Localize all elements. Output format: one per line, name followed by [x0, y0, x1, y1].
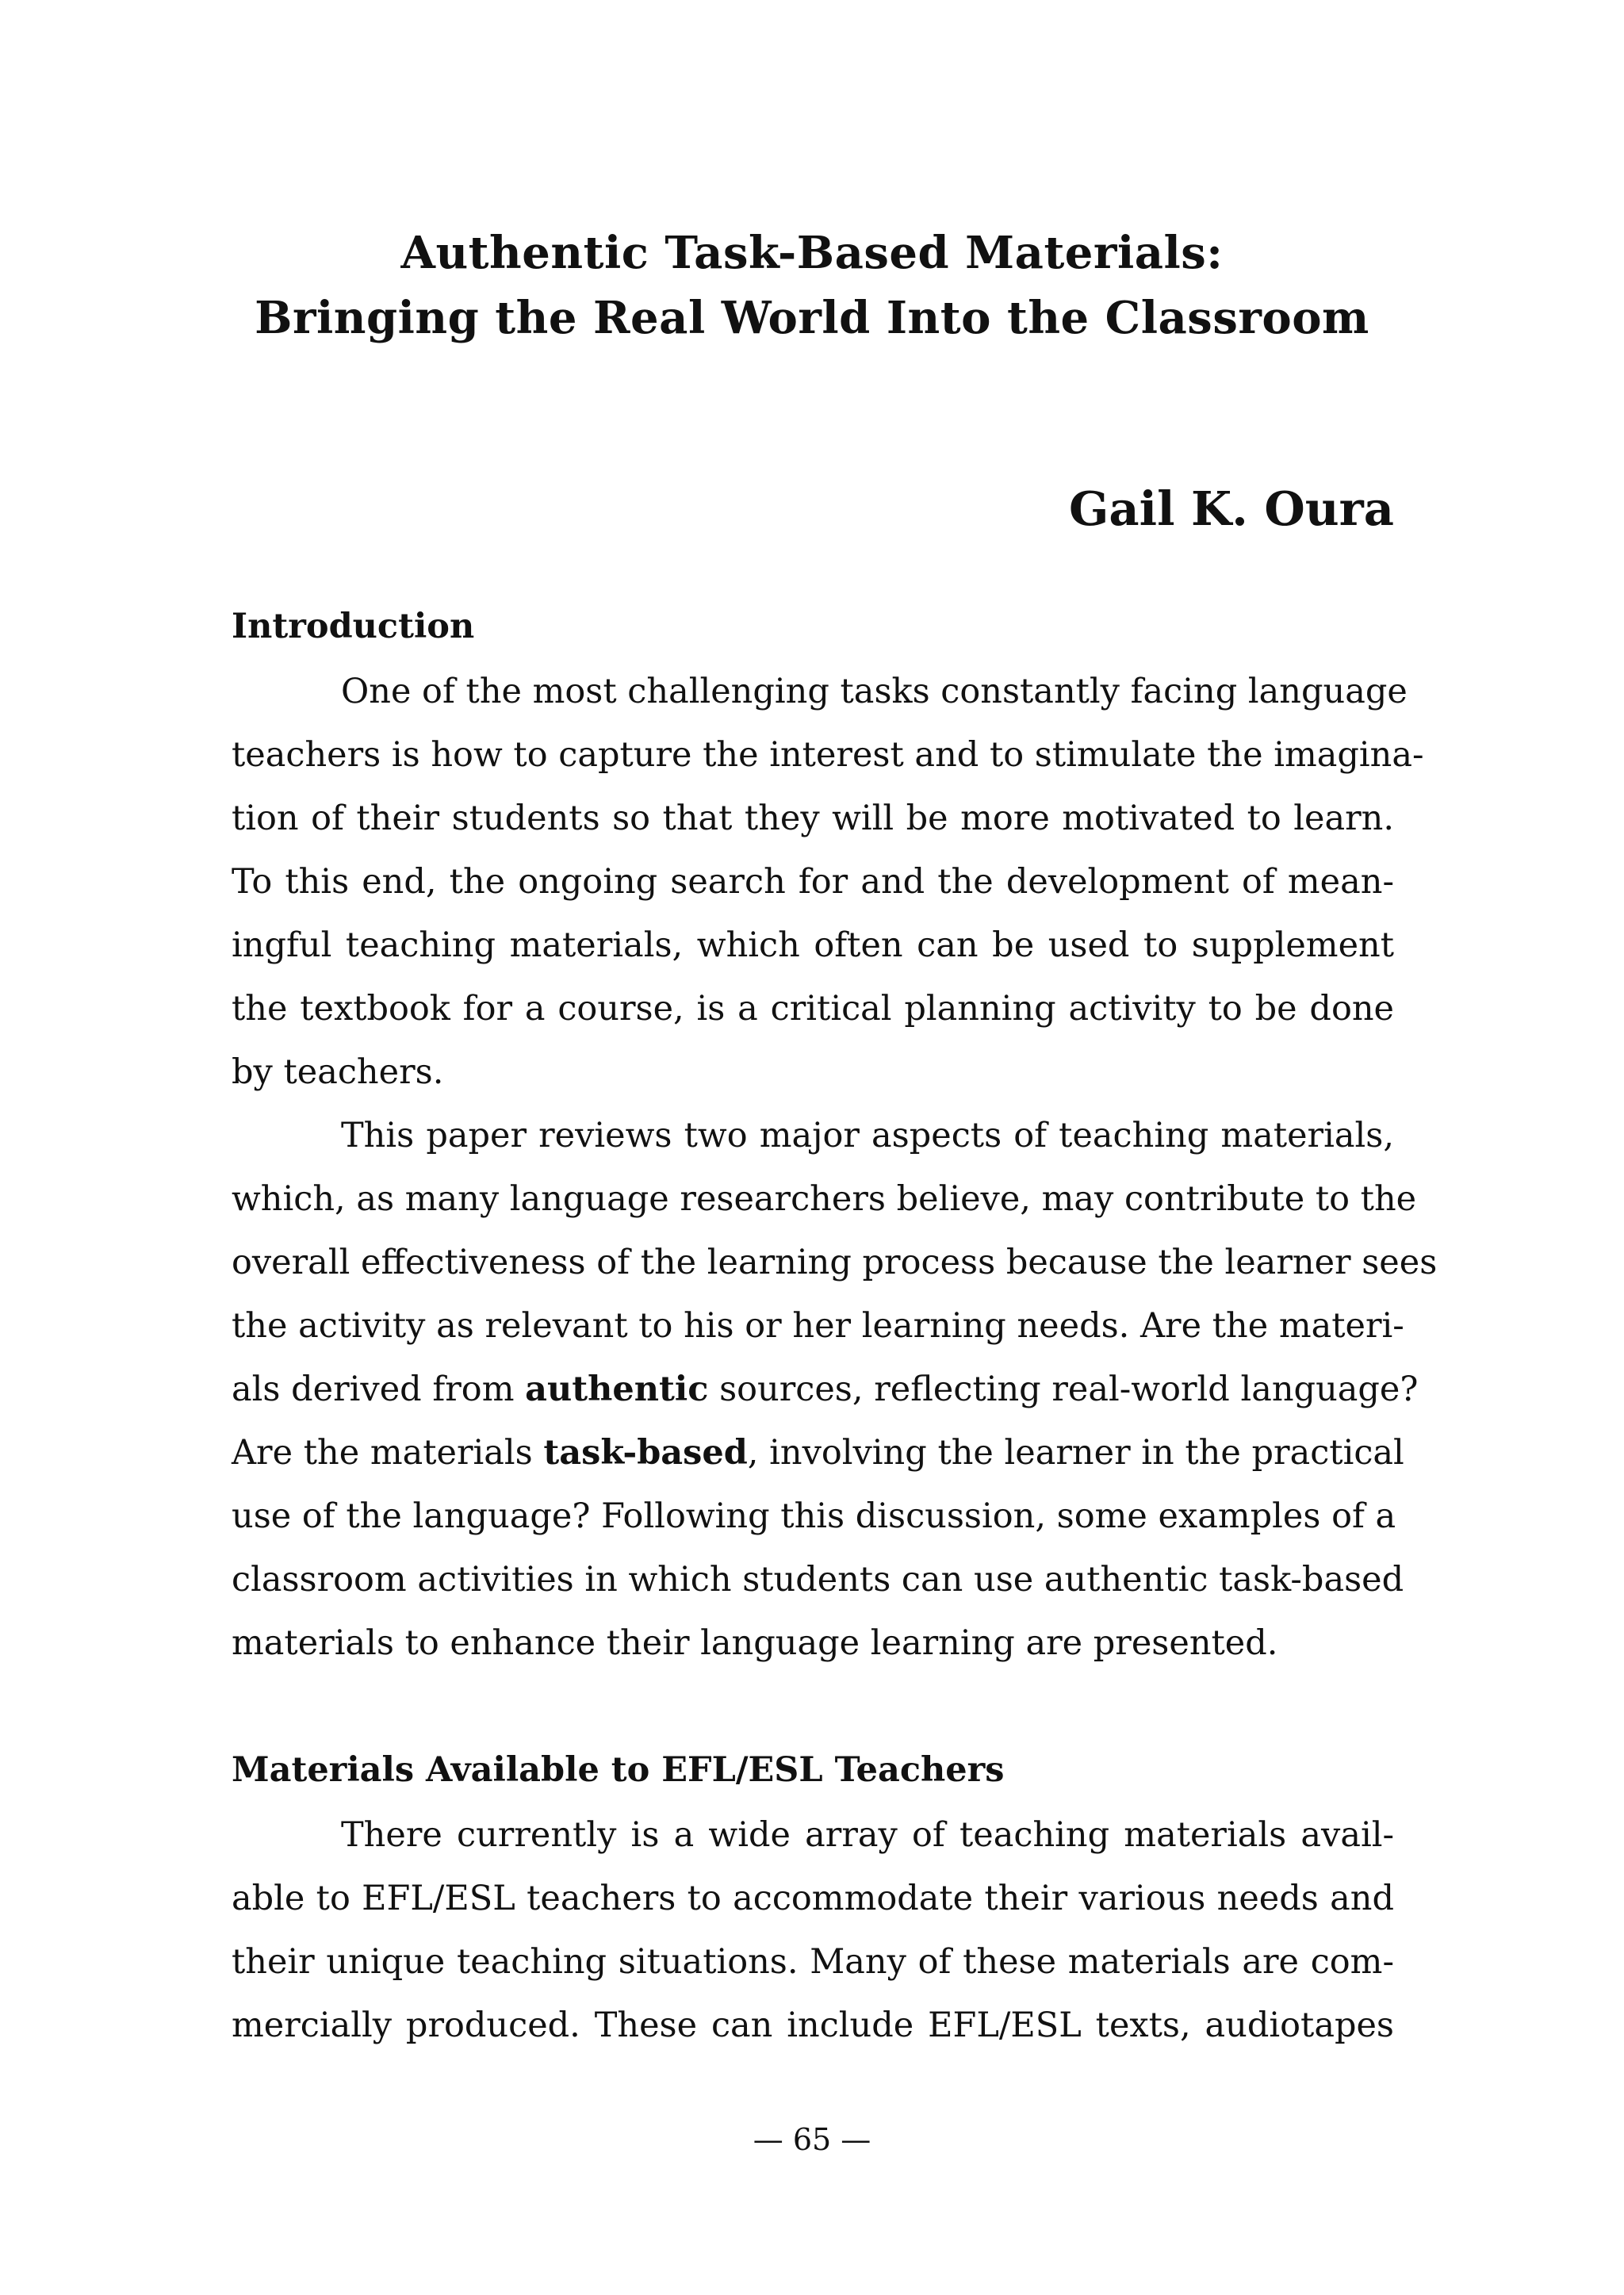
body-text-line: the activity as relevant to his or her learning needs. Are the materi- [232, 1306, 1404, 1346]
body-text-line: There currently is a wide array of teaching materials avail- [341, 1815, 1394, 1855]
body-text-line: by teachers. [232, 1052, 444, 1092]
body-text-line: use of the language? Following this discussion, some examples of a [232, 1496, 1396, 1536]
body-text-line: To this end, the ongoing search for and the development of mean- [232, 862, 1394, 902]
title-line-1: Authentic Task-Based Materials: [400, 227, 1224, 279]
body-text-line: materials to enhance their language learning are presented. [232, 1623, 1278, 1663]
body-text-segment: sources, reflecting real-world language? [708, 1370, 1419, 1409]
paper-title [0, 220, 1624, 351]
body-text-segment: Are the materials [232, 1433, 544, 1473]
body-text-segment: als derived from [232, 1370, 526, 1409]
section-heading-materials-available: Materials Available to EFL/ESL Teachers [232, 1750, 1005, 1790]
author-name: Gail K. Oura [1069, 481, 1394, 536]
section-heading-introduction: Introduction [232, 607, 475, 646]
body-text-line: which, as many language researchers believe, may contribute to the [232, 1179, 1417, 1219]
body-text-line: ingful teaching materials, which often can be used to supplement [232, 925, 1394, 965]
body-text-line: the textbook for a course, is a critical planning activity to be done [232, 989, 1394, 1029]
body-text-line: One of the most challenging tasks constantly facing language [341, 672, 1408, 711]
emphasis-authentic: authentic [525, 1370, 709, 1409]
body-text-line: overall effectiveness of the learning process because the learner sees [232, 1243, 1438, 1282]
body-text-line: teachers is how to capture the interest and to stimulate the imagina- [232, 735, 1424, 775]
body-text-line [232, 1429, 1404, 1477]
body-text-line: their unique teaching situations. Many of these materials are com- [232, 1942, 1394, 1982]
body-text-line: able to EFL/ESL teachers to accommodate their various needs and [232, 1879, 1394, 1918]
body-text-line: tion of their students so that they will be more motivated to learn. [232, 799, 1394, 838]
page-number: — 65 — [753, 2122, 871, 2157]
body-text-line: This paper reviews two major aspects of teaching materials, [341, 1116, 1394, 1155]
body-text-line [232, 1366, 1419, 1413]
body-text-segment: , involving the learner in the practical [747, 1433, 1404, 1473]
body-text-line: classroom activities in which students can use authentic task-based [232, 1560, 1404, 1600]
title-line-2: Bringing the Real World Into the Classroom [255, 292, 1369, 344]
emphasis-task-based: task-based [543, 1433, 748, 1473]
body-text-line: mercially produced. These can include EFL/ESL texts, audiotapes [232, 2006, 1394, 2045]
